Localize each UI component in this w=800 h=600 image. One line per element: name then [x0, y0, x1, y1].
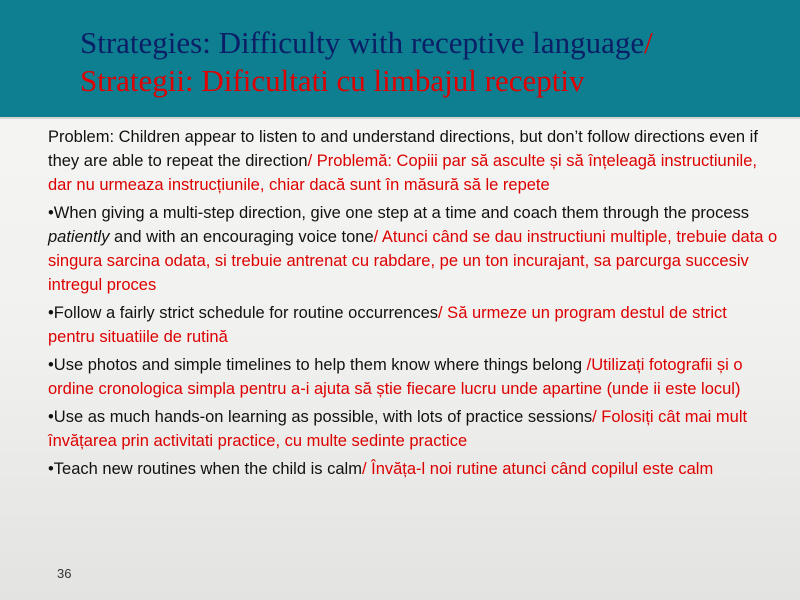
bullet-photos-timelines	[48, 353, 778, 401]
bullet-multi-step	[48, 201, 778, 297]
header-divider	[0, 117, 800, 119]
bullet-romanian: / Folosiți cât mai mult învățarea prin activitati practice, cu multe sedinte practice	[48, 408, 748, 450]
slide-body	[48, 125, 778, 485]
problem-english: Problem: Children appear to listen to and understand directions, but don’t follow directions even if they are able to repeat the direction	[48, 128, 758, 170]
bullet-english: •Use as much hands-on learning as possible, with lots of practice sessions	[48, 408, 593, 426]
bullet-romanian: / Să urmeze un program destul de strict pentru situatiile de rutină	[48, 304, 727, 346]
bullet-hands-on	[48, 405, 778, 453]
bullet-english: •Use photos and simple timelines to help them know where things belong	[48, 356, 587, 374]
bullet-romanian: / Învăța-l noi rutine atunci când copilul este calm	[361, 460, 714, 478]
bullet-english: •Teach new routines when the child is calm	[48, 460, 362, 478]
bullet-schedule	[48, 301, 778, 349]
bullet-romanian: / Atunci când se dau instructiuni multiple, trebuie data o singura sarcina odata, si trebuie antrenat cu rabdare, pe un ton incurajant, sa parcurga succesiv intregul proces	[48, 228, 778, 294]
bullet-english-emphasis: patiently	[48, 228, 110, 246]
bullet-english: •When giving a multi-step direction, give one step at a time and coach them through the process	[48, 204, 749, 222]
title-english: Strategies: Difficulty with receptive language	[80, 25, 645, 60]
bullet-romanian: /Utilizați fotografii și o ordine cronologica simpla pentru a-i ajuta să știe fiecare lucru unde apartine (unde ii este locul)	[48, 356, 743, 398]
slide-title	[80, 24, 780, 100]
title-bar	[0, 0, 800, 117]
title-romanian: Strategii: Dificultati cu limbajul receptiv	[80, 63, 585, 98]
title-separator: /	[644, 25, 653, 60]
slide-number: 36	[57, 566, 72, 581]
bullet-english-continued: and with an encouraging voice tone	[109, 228, 374, 246]
bullet-english: •Follow a fairly strict schedule for routine occurrences	[48, 304, 439, 322]
problem-paragraph	[48, 125, 778, 197]
bullet-new-routines	[48, 457, 778, 481]
problem-romanian: / Problemă: Copiii par să asculte și să înțeleagă instructiunile, dar nu urmeaza instrucțiunile, chiar dacă sunt în măsură să le repete	[48, 152, 757, 194]
